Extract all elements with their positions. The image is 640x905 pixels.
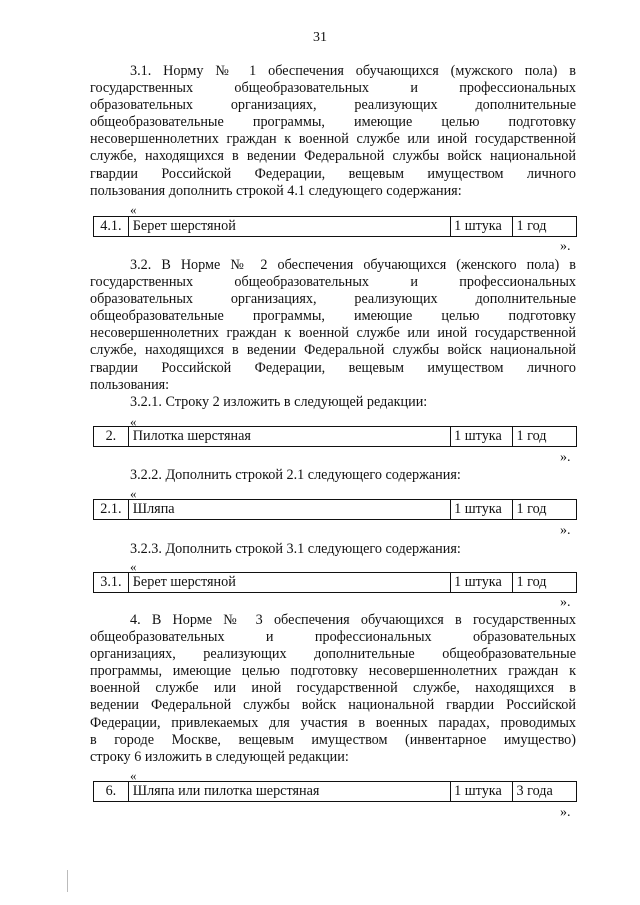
item-term: 3 года <box>512 782 577 802</box>
item-name: Берет шерстяной <box>128 573 450 593</box>
text-line: службе, находящихся в ведении Федеральной службы войск национальной <box>90 148 576 165</box>
row-number: 2. <box>94 427 129 447</box>
clothing-table-row <box>93 426 577 447</box>
text-line: общеобразовательных и профессиональных образовательных <box>90 629 576 646</box>
text-line: военной службе или иной государственной службе, находящихся в <box>90 680 576 697</box>
item-quantity: 1 штука <box>451 427 512 447</box>
scan-artifact <box>67 870 68 892</box>
item-name: Шляпа или пилотка шерстяная <box>128 782 450 802</box>
text-line: пользования дополнить строкой 4.1 следующего содержания: <box>90 182 462 199</box>
item-quantity: 1 штука <box>451 782 512 802</box>
close-quote: ». <box>560 239 571 254</box>
item-term: 1 год <box>512 217 577 237</box>
open-quote: « <box>130 768 137 783</box>
text-line: Федерации, привлекаемых для участия в военных парадах, проводимых <box>90 714 576 731</box>
item-term: 1 год <box>512 573 577 593</box>
row-number: 3.1. <box>94 573 129 593</box>
text-line: государственных общеобразовательных и профессиональных <box>90 274 576 291</box>
text-line: образовательных организациях, реализующих дополнительные <box>90 97 576 114</box>
item-quantity: 1 штука <box>451 217 512 237</box>
item-name: Шляпа <box>128 500 450 520</box>
text-line: программы, имеющие целью подготовку несовершеннолетних граждан к <box>90 663 576 680</box>
item-term: 1 год <box>512 427 577 447</box>
paragraph-3-1 <box>90 63 576 200</box>
close-quote: ». <box>560 450 571 465</box>
item-name: Берет шерстяной <box>128 217 450 237</box>
text-line: 3.2. В Норме № 2 обеспечения обучающихся (женского пола) в <box>130 257 576 273</box>
text-line: несовершеннолетних граждан к военной службе или иной государственной <box>90 131 576 148</box>
text-line: в городе Москве, вещевым имуществом (инвентарное имущество) <box>90 731 576 748</box>
close-quote: ». <box>560 523 571 538</box>
open-quote: « <box>130 559 137 574</box>
close-quote: ». <box>560 805 571 820</box>
item-term: 1 год <box>512 500 577 520</box>
page-number: 31 <box>313 30 327 45</box>
text-line: строку 6 изложить в следующей редакции: <box>90 748 349 765</box>
row-number: 6. <box>94 782 129 802</box>
text-line: пользования: <box>90 376 170 393</box>
clothing-table-row <box>93 216 577 237</box>
clothing-table-row <box>93 781 577 802</box>
text-line: гвардии Российской Федерации, вещевым имуществом личного <box>90 165 576 182</box>
text-line: общеобразовательные программы, имеющие целью подготовку <box>90 308 576 325</box>
open-quote: « <box>130 414 137 429</box>
clothing-table-row <box>93 572 577 593</box>
subsection-3-2-1: 3.2.1. Строку 2 изложить в следующей редакции: <box>130 394 428 410</box>
paragraph-3-2 <box>90 257 576 394</box>
clothing-table-row <box>93 499 577 520</box>
close-quote: ». <box>560 595 571 610</box>
text-line: 4. В Норме № 3 обеспечения обучающихся в государственных <box>130 612 576 628</box>
subsection-3-2-3: 3.2.3. Дополнить строкой 3.1 следующего содержания: <box>130 541 461 557</box>
text-line: гвардии Российской Федерации, вещевым имуществом личного <box>90 359 576 376</box>
text-line: общеобразовательные программы, имеющие целью подготовку <box>90 114 576 131</box>
subsection-3-2-2: 3.2.2. Дополнить строкой 2.1 следующего содержания: <box>130 467 461 483</box>
open-quote: « <box>130 486 137 501</box>
item-quantity: 1 штука <box>451 573 512 593</box>
text-line: несовершеннолетних граждан к военной службе или иной государственной <box>90 325 576 342</box>
text-line: ведении Федеральной службы войск национальной гвардии Российской <box>90 697 576 714</box>
item-name: Пилотка шерстяная <box>128 427 450 447</box>
item-quantity: 1 штука <box>451 500 512 520</box>
text-line: службе, находящихся в ведении Федеральной службы войск национальной <box>90 342 576 359</box>
row-number: 4.1. <box>94 217 129 237</box>
text-line: 3.1. Норму № 1 обеспечения обучающихся (мужского пола) в <box>130 63 576 79</box>
row-number: 2.1. <box>94 500 129 520</box>
text-line: государственных общеобразовательных и профессиональных <box>90 80 576 97</box>
text-line: организациях, реализующих дополнительные общеобразовательные <box>90 646 576 663</box>
open-quote: « <box>130 202 137 217</box>
paragraph-4 <box>90 612 576 766</box>
text-line: образовательных организациях, реализующих дополнительные <box>90 291 576 308</box>
